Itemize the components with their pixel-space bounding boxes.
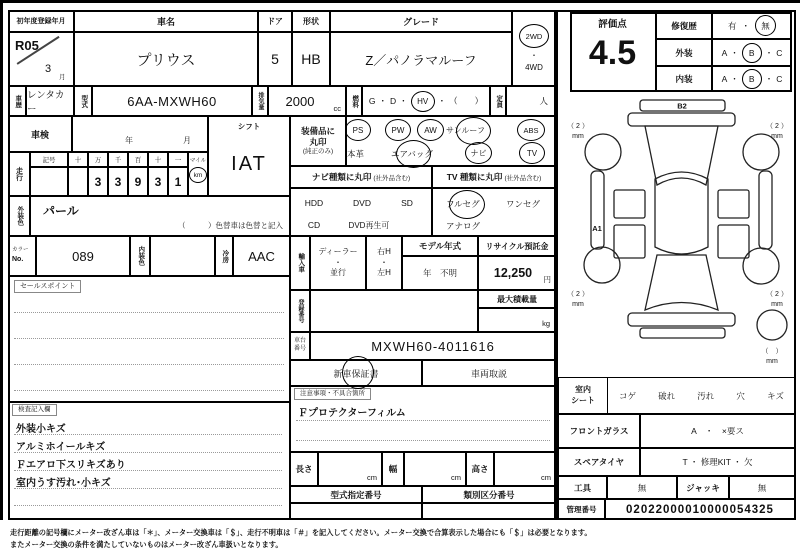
equip-navi-circled: ナビ — [465, 142, 492, 164]
rating-score-column — [570, 12, 656, 92]
shaken-year-unit: 年 — [125, 136, 133, 145]
footer-line-1: 走行距離の記号欄にメーター改ざん車は「＊」、メーター交換車は「＄」、走行不明車は「＃」を記入してください。メーター交換で合算表示した場合にも「＄」は必要となります。 — [10, 528, 592, 537]
navi-cd: CD — [307, 220, 321, 230]
sales-point-tab: セールスポイント — [14, 280, 81, 293]
history-value: レンタカー — [26, 86, 74, 116]
navi-type-header-cell — [290, 166, 432, 188]
mileage-digit-3: 9 — [128, 167, 148, 196]
recycle-header: リサイクル預託金 — [478, 236, 556, 256]
equipment-label-1: 装備品に — [300, 126, 335, 137]
import-handle-cell — [366, 236, 402, 290]
repair-dot: ・ — [741, 20, 751, 31]
width-label: 幅 — [382, 452, 404, 486]
tread-spare: （ ） — [761, 348, 783, 355]
jack-label: ジャッキ — [677, 476, 729, 499]
exterior-color-value: パール — [43, 204, 79, 218]
equip-aw-circled: AW — [417, 119, 444, 141]
shaken-month-unit: 月 — [183, 136, 191, 145]
interior-grade-dot2: ・ — [764, 74, 774, 84]
drive-dot: ・ — [530, 51, 538, 60]
rating-score-value: 4.5 — [588, 34, 637, 72]
equipment-label-2: 丸印 — [309, 136, 327, 147]
seat-burn: コゲ — [619, 390, 637, 401]
drive-type-cell — [512, 10, 556, 86]
max-load-unit: kg — [542, 319, 550, 328]
class-number-header: 類別区分番号 — [422, 486, 556, 503]
defects-dotline-1 — [296, 420, 550, 421]
tv-oneseg: ワンセグ — [506, 199, 541, 209]
tools-label: 工具 — [558, 476, 607, 499]
recycle-value-cell — [478, 256, 556, 290]
capacity-label: 定員 — [490, 86, 506, 116]
grade-header: グレード — [330, 10, 512, 32]
ac-label: 冷房 — [215, 236, 233, 276]
seat-hole: 穴 — [736, 390, 745, 401]
equip-abs-circled: ABS — [517, 119, 545, 141]
navi-hdd: HDD — [304, 198, 324, 208]
left-rear-door — [614, 225, 645, 258]
seat-stain: 汚れ — [697, 390, 715, 401]
windshield — [645, 255, 718, 310]
tread-front-left-unit: mm — [572, 133, 584, 140]
displacement-label: 排気量 — [252, 86, 268, 116]
tread-spare-unit: mm — [766, 358, 778, 365]
defects-tab: 注意事項・不具合箇所 — [294, 388, 371, 400]
fuel-d: D — [389, 96, 397, 106]
mile-label: マイル — [189, 158, 207, 164]
inspector-note-2: アルミホイールキズ — [16, 442, 106, 453]
jack-value: 無 — [729, 476, 795, 499]
exterior-grade-c: C — [776, 47, 783, 58]
chassis-label-1: 車台 — [293, 338, 306, 345]
management-no-value: 02022000010000054325 — [605, 499, 795, 520]
exterior-grade-value — [712, 39, 792, 66]
tools-value: 無 — [607, 476, 677, 499]
type-number-header: 型式指定番号 — [290, 486, 422, 503]
length-value — [318, 452, 382, 486]
mileage-digit-4: 3 — [148, 167, 168, 196]
rating-score-header: 評価点 — [598, 19, 627, 30]
color-no-label — [8, 236, 36, 276]
mileage-digit-1: 3 — [88, 167, 108, 196]
equip-pw-circled: PW — [385, 119, 411, 141]
shape-value: HB — [292, 32, 330, 86]
rear-glass — [645, 126, 718, 185]
car-name-header: 車名 — [74, 10, 258, 32]
wheel-rear-right — [743, 248, 779, 284]
mileage-label: 走行 — [8, 152, 30, 196]
mileage-digit-2: 3 — [108, 167, 128, 196]
equipment-label-cell — [290, 116, 346, 166]
interior-color-label: 内装色 — [130, 236, 150, 276]
damage-code-b2: B2 — [677, 101, 687, 111]
seat-label-1: 室内 — [575, 385, 591, 395]
import-dealer: ディーラー — [318, 247, 358, 257]
fuel-dot1: ・ — [378, 96, 387, 106]
tread-rear-right-unit: mm — [771, 301, 783, 308]
repair-history-value — [712, 12, 792, 39]
fuel-g: G — [368, 96, 376, 106]
type-number-value — [290, 503, 422, 520]
wheel-rear-left — [584, 247, 620, 283]
ac-value: AAC — [233, 236, 290, 276]
mileage-col-100: 百 — [128, 152, 148, 167]
fuel-value — [362, 86, 490, 116]
drive-4wd: 4WD — [525, 63, 543, 72]
model-code-value: 6AA-MXWH60 — [92, 86, 252, 116]
mileage-unit-cell — [188, 152, 208, 196]
seat-scratch: キズ — [767, 390, 784, 401]
tread-front-right-unit: mm — [771, 133, 783, 140]
spare-tire-value: T ・ 修理KIT ・ 欠 — [640, 448, 795, 476]
wheel-front-left — [585, 134, 621, 170]
history-label: 車歴 — [8, 86, 26, 116]
reg-month: 3 — [45, 63, 52, 75]
height-unit: cm — [541, 473, 551, 482]
equip-airbag: エアバッグ — [391, 149, 433, 159]
tv-analog: アナログ — [446, 221, 481, 231]
import-right-h: 右H — [377, 247, 391, 257]
color-no-label-1: カラー — [12, 247, 29, 254]
shaken-label: 車検 — [8, 116, 72, 152]
mileage-digit-5: 1 — [168, 167, 188, 196]
height-value — [494, 452, 556, 486]
equip-tv-circled: TV — [519, 142, 545, 164]
color-no-value: 089 — [36, 236, 130, 276]
import-dealer-cell — [310, 236, 366, 290]
scan-left-edge — [0, 3, 3, 520]
fuel-paren: （ ） — [449, 96, 484, 106]
capacity-value: 人 — [506, 86, 556, 116]
mileage-digit-0 — [68, 167, 88, 196]
navi-type-header: ナビ種類に丸印 — [311, 172, 372, 182]
shift-value: IAT — [231, 153, 267, 175]
chassis-label — [290, 332, 310, 360]
tv-fullseg: フルセグ — [446, 199, 480, 209]
exterior-grade-dot2: ・ — [764, 47, 774, 58]
seat-tear: 破れ — [658, 390, 676, 401]
fuel-label: 燃料 — [346, 86, 362, 116]
registration-no-value — [310, 290, 478, 332]
import-label: 輸入車 — [290, 236, 310, 290]
class-number-value — [422, 503, 556, 520]
management-no-label: 管理番号 — [558, 499, 605, 520]
door-value: 5 — [258, 32, 292, 86]
seat-label — [558, 377, 608, 414]
car-name-value: プリウス — [74, 32, 258, 86]
tread-rear-right: （ 2 ） — [766, 291, 788, 298]
grade-value: Z／パノラマルーフ — [330, 32, 512, 86]
length-label: 長さ — [290, 452, 318, 486]
mileage-col-10: 十 — [148, 152, 168, 167]
import-dot1: ・ — [334, 257, 342, 267]
displacement-unit: cc — [333, 104, 341, 113]
reg-year: R05 — [15, 38, 39, 53]
mileage-col-1k: 千 — [108, 152, 128, 167]
exterior-color-cell — [30, 196, 290, 236]
mileage-symbol-value — [30, 167, 68, 196]
repair-no-circled: 無 — [755, 15, 776, 36]
max-load-header: 最大積載量 — [478, 290, 556, 308]
tread-front-left: （ 2 ） — [567, 123, 589, 130]
exterior-grade-label: 外装 — [656, 39, 712, 66]
import-parallel: 並行 — [330, 268, 346, 278]
footer-line-2: またメーター交換の条件を満たしていないものはメーター改ざん車扱いとなります。 — [10, 540, 283, 549]
navi-dvd-playable: DVD再生可 — [348, 221, 390, 230]
left-rocker-panel — [591, 171, 604, 249]
manual-cell: 車両取説 — [422, 360, 556, 386]
repair-history-label: 修復歴 — [656, 12, 712, 39]
fuel-hv-circled: HV — [411, 91, 435, 112]
tv-type-note: (社外品含む) — [504, 174, 542, 182]
tv-type-header: TV 種類に丸印 — [446, 172, 503, 182]
repair-yes: 有 — [727, 20, 737, 31]
width-value — [404, 452, 466, 486]
width-unit: cm — [451, 473, 461, 482]
seat-values — [608, 377, 795, 414]
windshield-value: A ・ ×要ス — [640, 414, 795, 448]
front-bumper — [628, 313, 735, 326]
inspector-dotline-2 — [14, 452, 282, 453]
mileage-col-100k: 十 — [68, 152, 88, 167]
shaken-value — [72, 116, 208, 152]
navi-dvd: DVD — [353, 198, 371, 208]
model-year-value: 年 不明 — [402, 256, 478, 290]
navi-sd: SD — [401, 198, 413, 208]
displacement-value — [268, 86, 346, 116]
interior-grade-value — [712, 66, 792, 92]
sales-point-line-4 — [14, 390, 284, 391]
mileage-col-1: 一 — [168, 152, 188, 167]
color-no-label-2: No. — [12, 255, 24, 263]
damage-code-a1: A1 — [592, 224, 602, 233]
spare-tire — [757, 310, 787, 340]
fuel-dot2: ・ — [399, 96, 408, 106]
spare-tire-label: スペアタイヤ — [558, 448, 640, 476]
sales-point-line-1 — [14, 312, 284, 313]
inspector-dotline-4 — [14, 488, 282, 489]
navi-type-note: (社外品含む) — [373, 174, 411, 182]
inspector-note-4: 室内うす汚れ･小キズ — [16, 478, 111, 489]
shape-header: 形状 — [292, 10, 330, 32]
recycle-unit: 円 — [543, 275, 551, 284]
reg-date-value — [8, 32, 74, 86]
sales-point-box — [8, 276, 290, 402]
inspector-note-1: 外装小キズ — [16, 424, 66, 435]
interior-grade-label: 内装 — [656, 66, 712, 92]
tread-rear-left-unit: mm — [572, 301, 584, 308]
interior-grade-dot1: ・ — [730, 74, 739, 84]
tv-type-header-cell — [432, 166, 556, 188]
windshield-label: フロントガラス — [558, 414, 640, 448]
import-left-h: 左H — [377, 268, 391, 278]
height-label: 高さ — [466, 452, 494, 486]
shift-cell — [208, 116, 290, 196]
exterior-grade-a: A — [721, 47, 728, 58]
km-circled: km — [189, 167, 207, 183]
inspector-dotline-5 — [14, 505, 282, 506]
model-code-label: 型式 — [74, 86, 92, 116]
equipment-label-note: (純正のみ) — [302, 147, 334, 155]
right-front-door — [718, 190, 749, 218]
warranty-cell: 新車保証書 — [290, 360, 422, 386]
shift-label: シフト — [237, 122, 261, 131]
sales-point-line-2 — [14, 338, 284, 339]
chassis-label-2: 番号 — [293, 346, 306, 352]
interior-grade-a: A — [721, 74, 728, 84]
inspector-dotline-1 — [14, 434, 282, 435]
equip-leather: 本革 — [347, 149, 365, 159]
tread-rear-left: （ 2 ） — [567, 291, 589, 298]
door-header: ドア — [258, 10, 292, 32]
interior-color-value — [150, 236, 215, 276]
car-damage-diagram — [558, 95, 796, 377]
drive-2wd-circled: 2WD — [519, 24, 549, 48]
roof-panel — [655, 172, 708, 254]
rear-bumper — [628, 113, 735, 126]
reg-month-unit: 月 — [59, 74, 66, 81]
mileage-symbol-header: 記号 — [30, 152, 68, 167]
inspector-notes-tab: 検査記入欄 — [12, 404, 57, 416]
equip-sunroof: サンルーフ — [446, 126, 485, 135]
model-year-header: モデル年式 — [402, 236, 478, 256]
import-dot2: ・ — [380, 257, 388, 267]
sales-point-line-3 — [14, 364, 284, 365]
exterior-color-note: （ ）色替車は色替と記入 — [178, 221, 283, 230]
defects-line-1: Ｆプロテクターフィルム — [298, 408, 406, 419]
front-lower-bar — [640, 328, 725, 338]
exterior-grade-dot1: ・ — [730, 47, 739, 58]
recycle-value: 12,250 — [493, 266, 533, 280]
scan-top-edge — [0, 0, 800, 3]
right-rear-door — [718, 225, 749, 258]
exterior-color-label: 外装色 — [8, 196, 30, 236]
seat-label-2: シート — [571, 395, 595, 405]
mileage-col-10k: 万 — [88, 152, 108, 167]
registration-no-label: 登録番号 — [290, 290, 310, 332]
tread-front-right: （ 2 ） — [766, 123, 788, 130]
displacement-number: 2000 — [285, 93, 315, 109]
max-load-value — [478, 308, 556, 332]
length-unit: cm — [367, 473, 377, 482]
interior-grade-b-circled: B — [742, 69, 762, 89]
defects-dotline-2 — [296, 440, 550, 441]
exterior-grade-b-circled: B — [742, 43, 762, 63]
right-rocker-panel — [759, 171, 772, 249]
inspector-dotline-3 — [14, 470, 282, 471]
reg-date-header: 初年度登録年月 — [8, 10, 74, 32]
chassis-value: MXWH60-4011616 — [310, 332, 556, 360]
interior-grade-c: C — [776, 74, 783, 84]
equip-ps-circled: PS — [345, 119, 371, 141]
fuel-dot3: ・ — [437, 96, 447, 106]
left-front-door — [614, 190, 645, 218]
inspector-note-3: Ｆエアロ下スリキズあり — [16, 460, 126, 471]
